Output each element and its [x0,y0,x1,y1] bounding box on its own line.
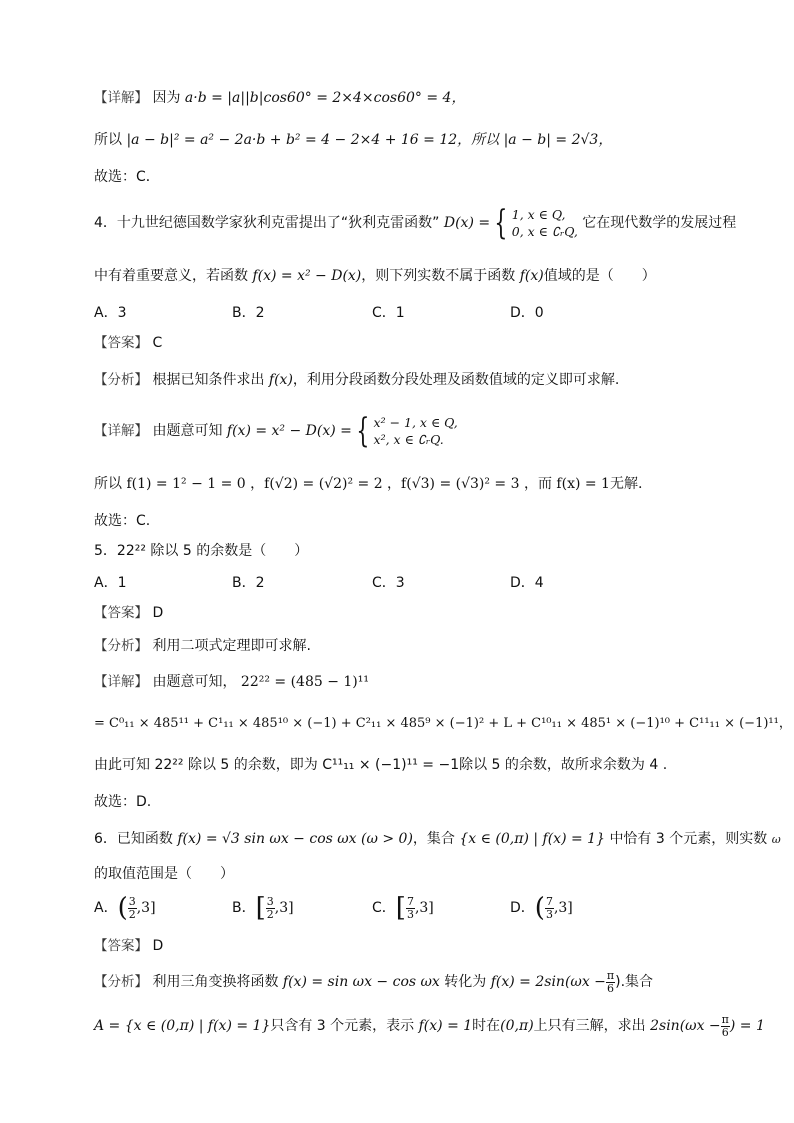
q6-option-b-left: [ [255,893,266,923]
q6-option-d-label: D． [510,900,535,916]
q4-detail-brace: { [356,411,370,451]
answer-tag: 【答案】 [94,335,148,351]
q6-line2-d: 时在 [472,1018,501,1034]
q5-conclusion: 故选：D. [94,794,152,810]
q5-expansion: = C⁰₁₁ × 485¹¹ + C¹₁₁ × 485¹⁰ × (−1) + C²₁₁ × 485⁹ × (−1)² + L + C¹⁰₁₁ × 485¹ × (−1)¹⁰ + C¹¹₁₁ × (−1)¹¹， [94,716,792,731]
q5-stem: 5．22²² 除以 5 的余数是（ ） [94,543,309,559]
q4-detail-eq: f(x) = x² − D(x) = [226,423,352,439]
q4-detail-a: 由题意可知 [152,423,223,439]
analysis-tag: 【分析】 [94,372,148,388]
q5-answer-line [94,603,163,623]
q4-stem-a: 4．十九世纪德国数学家狄利克雷提出了“狄利克雷函数” [94,215,440,231]
q3-so-text: 所以 [94,132,122,148]
q4-stem-c: 中有着重要意义，若函数 [94,268,248,284]
detail-tag: 【详解】 [94,674,148,690]
q6-option-c [372,893,434,923]
q6-option-a-frac [128,896,137,921]
q4-option-c: C．1 [372,305,405,321]
q3-detail-line [94,88,465,108]
q4-detail-cases [374,414,458,448]
q4-option-b: B．2 [232,305,265,321]
q5-detail-eq1: 22²² = (485 − 1)¹¹ [240,674,369,690]
q6-analysis-a: 利用三角变换将函数 [152,974,279,990]
q6-analysis-six: 6 [607,981,615,995]
q5-answer: D [152,605,164,621]
q6-line2-e: (0,π) [500,1018,534,1034]
q5-detail-a: 由题意可知， [152,674,237,690]
q4-analysis-b: ，利用分段函数分段处理及函数值域的定义即可求解. [292,372,620,388]
q6-option-b-den: 2 [266,907,274,921]
q4-analysis-line [94,370,619,390]
q6-answer-line [94,936,163,956]
q6-answer: D [152,938,164,954]
q3-conclusion: 故选：C． [94,169,160,185]
q6-analysis-f2: f(x) = 2sin(ωx − [490,974,606,990]
q4-case2: 0, x ∈ ∁ᵣQ, [511,224,578,239]
q6-analysis-f: f(x) = sin ωx − cos ωx [282,974,440,990]
q5-analysis: 利用二项式定理即可求解. [152,638,311,654]
detail-tag: 【详解】 [94,423,148,439]
q5-detail-line [94,672,369,692]
q6-option-c-left: [ [395,893,406,923]
q4-so-line: 所以 f(1) = 1² − 1 = 0 ，f(√2) = (√2)² = 2 ，f(√3) = (√3)² = 3 ，而 f(x) = 1无解. [94,476,643,492]
q6-omega: ω [771,833,781,846]
q6-option-a-den: 2 [128,907,136,921]
q6-option-d-num: 7 [545,894,553,908]
q5-option-a: A．1 [94,575,127,591]
q3-result-expr: |a − b| = 2√3， [503,132,613,148]
q4-f-def: f(x) = x² − D(x) [252,268,362,284]
q6-option-d-left: ( [534,893,545,923]
q6-analysis-frac [606,970,615,995]
q6-option-a-label: A． [94,900,118,916]
q4-answer-line [94,333,162,353]
q3-magnitude-line [94,130,612,150]
q6-option-b-label: B． [232,900,256,916]
q4-stem-f: 值域的是（ ） [543,268,656,284]
q6-option-c-label: C． [372,900,396,916]
q6-line2-b: 只含有 3 个元素，表示 [270,1018,415,1034]
q6-option-a [94,893,156,923]
q6-option-b [232,893,294,923]
analysis-tag: 【分析】 [94,974,148,990]
q6-option-a-right: ,3] [136,900,156,916]
q6-option-b-num: 3 [266,894,274,908]
q6-option-c-frac [406,896,415,921]
q6-analysis-c: ).集合 [615,974,654,990]
q6-analysis-b: 转化为 [444,974,487,990]
q6-analysis-line2 [94,1012,765,1040]
q6-set-def: {x ∈ (0,π) | f(x) = 1} [459,831,605,847]
q6-option-b-frac [266,896,275,921]
q4-brace: { [494,203,508,243]
q6-stem-a: 6．已知函数 [94,831,173,847]
q6-analysis-line [94,968,653,996]
q6-line2-g: 2sin(ωx − [650,1018,721,1034]
q3-square-expr: |a − b|² = a² − 2a·b + b² = 4 − 2×4 + 16 = 12，所以 [126,132,500,148]
q6-analysis-pi: π [606,968,615,982]
q6-option-a-num: 3 [128,894,136,908]
q4-stem-d: ，则下列实数不属于函数 [361,268,516,284]
q4-detail-case1: x² − 1, x ∈ Q, [373,415,458,430]
q6-stem-b: ，集合 [412,831,455,847]
analysis-tag: 【分析】 [94,638,148,654]
q6-stem-line1 [94,829,781,850]
q3-detail-text: 因为 [152,90,181,106]
q6-option-d-right: ,3] [553,900,573,916]
q6-stem-c: 中恰有 3 个元素，则实数 [609,831,768,847]
q6-f-def: f(x) = √3 sin ωx − cos ωx (ω > 0) [177,831,413,847]
answer-tag: 【答案】 [94,605,148,621]
q5-option-b: B．2 [232,575,265,591]
q5-remainder: 由此可知 22²² 除以 5 的余数，即为 C¹¹₁₁ × (−1)¹¹ = −1除以 5 的余数，故所求余数为 4 . [94,757,668,773]
q6-line2-c: f(x) = 1 [418,1018,473,1034]
q4-stem-fx: f(x) [519,268,544,284]
q6-option-d [510,893,573,923]
q3-dot-product-expr: a·b = |a||b|cos60° = 2×4×cos60° = 4， [184,90,466,106]
q6-line2-six: 6 [721,1025,729,1039]
detail-tag: 【详解】 [94,90,148,106]
q4-dirichlet-def: D(x) = [443,215,491,231]
q5-analysis-line [94,636,311,656]
q4-conclusion: 故选：C. [94,513,151,529]
q6-option-b-right: ,3] [274,900,294,916]
q4-answer: C [152,335,163,351]
q6-stem-d: 的取值范围是（ ） [94,866,234,882]
q4-stem-b: 它在现代数学的发展过程 [582,215,737,231]
q4-stem-line2 [94,266,656,286]
q4-case1: 1, x ∈ Q, [511,207,566,222]
q6-line2-frac [721,1014,730,1039]
q6-set-a: A = {x ∈ (0,π) | f(x) = 1} [94,1018,271,1034]
q6-option-a-left: ( [117,893,128,923]
q6-option-c-den: 3 [406,907,414,921]
q4-stem-line1 [94,203,737,243]
q6-option-c-num: 7 [406,894,414,908]
q4-detail-case2: x², x ∈ ∁ᵣQ. [373,432,444,447]
q6-option-d-den: 3 [545,907,553,921]
q4-analysis-a: 根据已知条件求出 [152,372,265,388]
q5-option-d: D．4 [510,575,544,591]
q4-option-a: A．3 [94,305,127,321]
answer-tag: 【答案】 [94,938,148,954]
q6-line2-f: 上只有三解，求出 [533,1018,646,1034]
q5-option-c: C．3 [372,575,405,591]
q6-line2-pi: π [721,1012,729,1026]
q4-detail-line [94,411,458,451]
q6-option-c-right: ,3] [414,900,434,916]
q4-analysis-fx: f(x) [268,372,293,388]
q4-option-d: D．0 [510,305,544,321]
q6-option-d-frac [545,896,554,921]
q6-line2-h: ) = 1 [729,1018,765,1034]
q4-dirichlet-cases [512,206,578,240]
